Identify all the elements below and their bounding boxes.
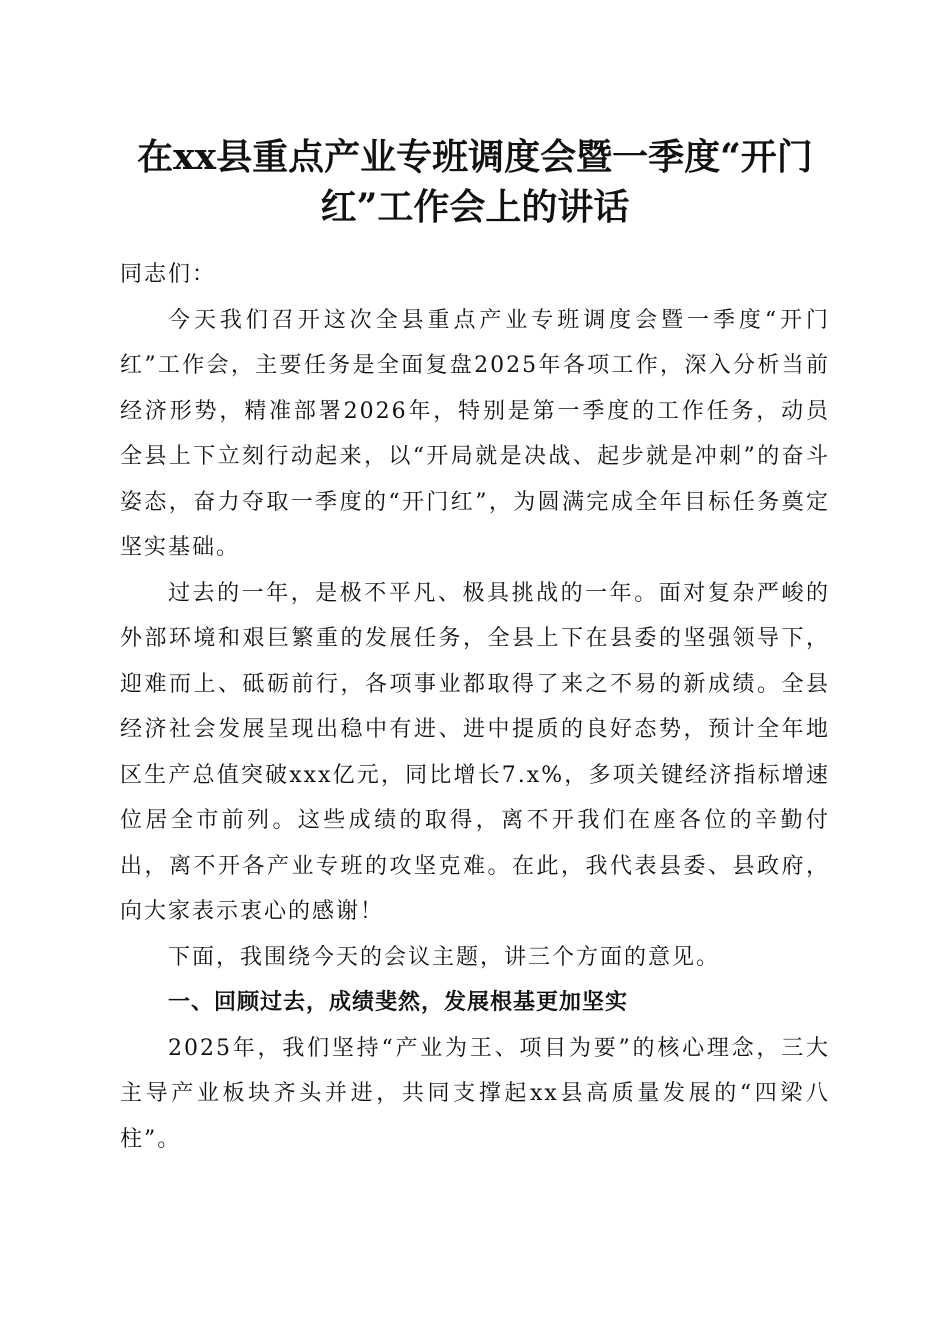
- salutation: 同志们：: [120, 262, 217, 287]
- document-title: 在xx县重点产业专班调度会暨一季度“开门红”工作会上的讲话: [137, 136, 813, 228]
- section-heading-one: 一、回顾过去，成绩斐然，发展根基更加坚实: [168, 990, 629, 1015]
- paragraph-opening: 今天我们召开这次全县重点产业专班调度会暨一季度“开门红”工作会，主要任务是全面复盘2025年各项工作，深入分析当前经济形势，精准部署2026年，特别是第一季度的工作任务，动员全县上下立刻行动起来，以“开局就是决战、起步就是冲刺”的奋斗姿态，奋力夺取一季度的“开门红”，为圆满完成全年目标任务奠定坚实基础。: [120, 307, 830, 560]
- paragraph-section-one: 2025年，我们坚持“产业为王、项目为要”的核心理念，三大主导产业板块齐头并进，共同支撑起xx县高质量发展的“四梁八柱”。: [120, 1035, 830, 1152]
- paragraph-review-year: 过去的一年，是极不平凡、极具挑战的一年。面对复杂严峻的外部环境和艰巨繁重的发展任务，全县上下在县委的坚强领导下，迎难而上、砥砺前行，各项事业都取得了来之不易的新成绩。全县经济社会发展呈现出稳中有进、进中提质的良好态势，预计全年地区生产总值突破xxx亿元，同比增长7.x%，多项关键经济指标增速位居全市前列。这些成绩的取得，离不开我们在座各位的辛勤付出，离不开各产业专班的攻坚克难。在此，我代表县委、县政府，向大家表示衷心的感谢！: [120, 580, 830, 924]
- paragraph-outline: 下面，我围绕今天的会议主题，讲三个方面的意见。: [168, 944, 721, 970]
- document-body: [120, 252, 830, 1162]
